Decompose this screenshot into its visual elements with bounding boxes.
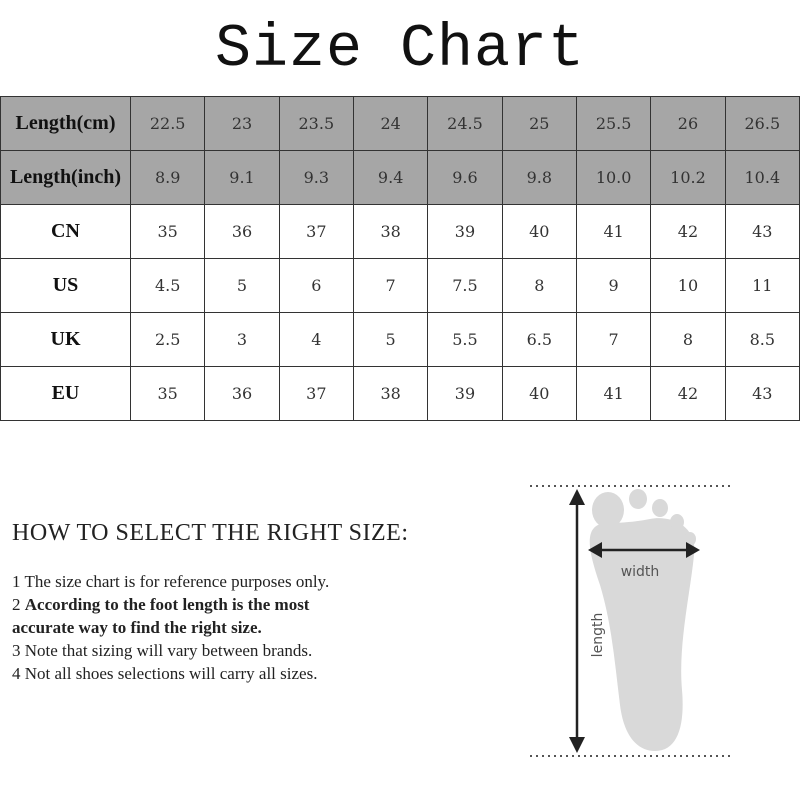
table-cell: 2.5 [131, 313, 205, 367]
table-cell: 7 [353, 259, 427, 313]
size-notes [12, 570, 512, 685]
table-cell: 9.1 [205, 151, 279, 205]
width-label: width [620, 564, 660, 580]
table-cell: 24 [353, 97, 427, 151]
row-header: CN [1, 205, 131, 259]
table-cell: 8.5 [725, 313, 799, 367]
table-cell: 39 [428, 367, 502, 421]
note-2-bold-a: According to the foot length is the most [24, 595, 310, 614]
table-cell: 10.0 [576, 151, 650, 205]
table-cell: 11 [725, 259, 799, 313]
table-row [1, 259, 800, 313]
row-header: UK [1, 313, 131, 367]
table-cell: 8.9 [131, 151, 205, 205]
table-cell: 4 [279, 313, 353, 367]
table-cell: 10.2 [651, 151, 725, 205]
note-2-cont [12, 616, 512, 639]
note-4: 4 Not all shoes selections will carry all sizes. [12, 664, 318, 683]
table-cell: 25 [502, 97, 576, 151]
note-2 [12, 593, 512, 616]
row-header: EU [1, 367, 131, 421]
table-cell: 9.3 [279, 151, 353, 205]
table-cell: 9.6 [428, 151, 502, 205]
table-cell: 38 [353, 367, 427, 421]
table-cell: 24.5 [428, 97, 502, 151]
table-row [1, 367, 800, 421]
table-row [1, 151, 800, 205]
table-cell: 43 [725, 367, 799, 421]
table-cell: 23 [205, 97, 279, 151]
table-cell: 35 [131, 205, 205, 259]
table-cell: 42 [651, 205, 725, 259]
length-arrow [569, 489, 585, 753]
table-cell: 7.5 [428, 259, 502, 313]
table-cell: 38 [353, 205, 427, 259]
table-cell: 5 [205, 259, 279, 313]
table-cell: 37 [279, 367, 353, 421]
table-cell: 37 [279, 205, 353, 259]
page-title: Size Chart [214, 16, 586, 84]
table-row [1, 205, 800, 259]
table-cell: 6 [279, 259, 353, 313]
table-cell: 6.5 [502, 313, 576, 367]
foot-measure-diagram [520, 475, 740, 765]
table-cell: 40 [502, 367, 576, 421]
row-header: US [1, 259, 131, 313]
size-chart-table [0, 96, 800, 421]
table-cell: 36 [205, 367, 279, 421]
table-cell: 23.5 [279, 97, 353, 151]
table-cell: 8 [651, 313, 725, 367]
table-cell: 9 [576, 259, 650, 313]
table-row [1, 97, 800, 151]
table-cell: 3 [205, 313, 279, 367]
table-row [1, 313, 800, 367]
table-cell: 41 [576, 205, 650, 259]
table-cell: 7 [576, 313, 650, 367]
table-cell: 43 [725, 205, 799, 259]
table-cell: 41 [576, 367, 650, 421]
table-cell: 5 [353, 313, 427, 367]
how-to-heading: HOW TO SELECT THE RIGHT SIZE: [12, 520, 409, 546]
table-cell: 40 [502, 205, 576, 259]
length-label: length [590, 612, 606, 658]
table-cell: 4.5 [131, 259, 205, 313]
table-cell: 35 [131, 367, 205, 421]
table-cell: 36 [205, 205, 279, 259]
table-cell: 9.4 [353, 151, 427, 205]
table-cell: 42 [651, 367, 725, 421]
table-cell: 10.4 [725, 151, 799, 205]
table-cell: 39 [428, 205, 502, 259]
note-2-bold-b: accurate way to find the right size. [12, 618, 262, 637]
table-cell: 26 [651, 97, 725, 151]
table-cell: 10 [651, 259, 725, 313]
table-cell: 25.5 [576, 97, 650, 151]
row-header: Length(cm) [1, 97, 131, 151]
table-cell: 5.5 [428, 313, 502, 367]
row-header: Length(inch) [1, 151, 131, 205]
table-cell: 8 [502, 259, 576, 313]
table-cell: 9.8 [502, 151, 576, 205]
table-cell: 26.5 [725, 97, 799, 151]
note-2-number: 2 [12, 595, 25, 614]
note-1: 1 The size chart is for reference purposes only. [12, 572, 330, 591]
note-3: 3 Note that sizing will vary between brands. [12, 641, 313, 660]
table-cell: 22.5 [131, 97, 205, 151]
